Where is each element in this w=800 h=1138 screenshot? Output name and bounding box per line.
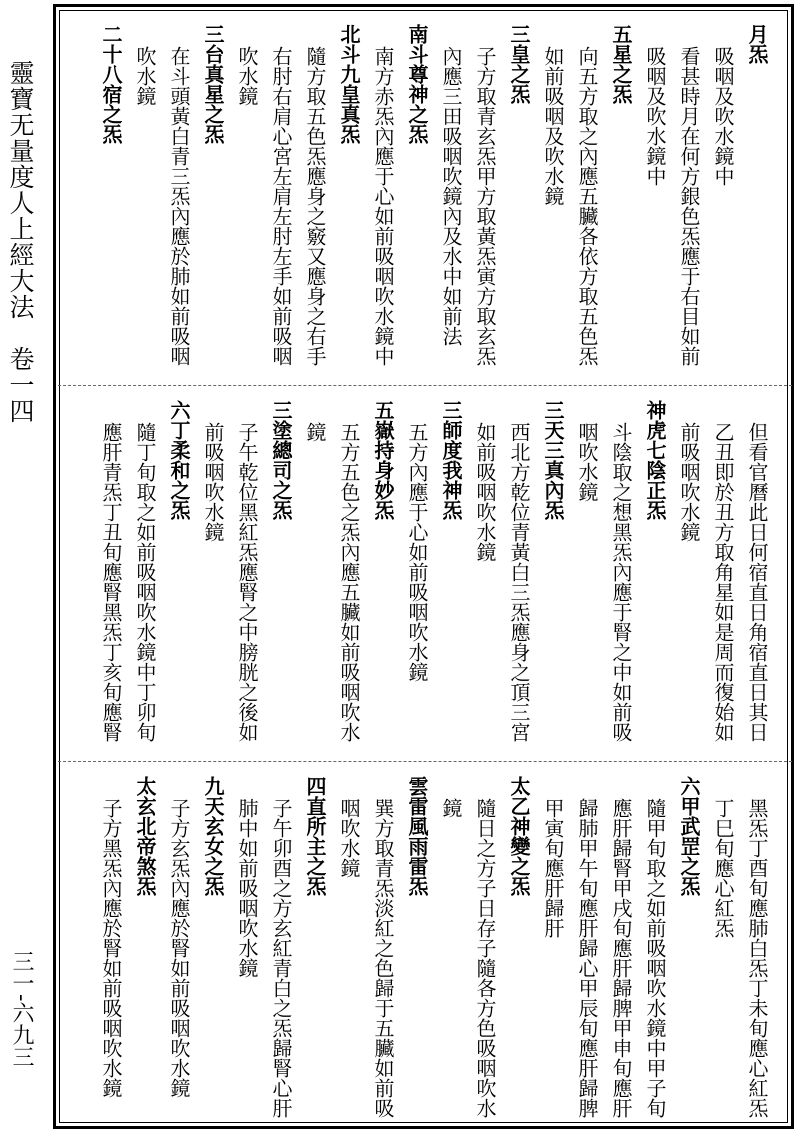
text-column: 子方取青玄炁甲方取黃炁寅方取玄炁 (473, 46, 497, 366)
text-column: 肺中如前吸咽吹水鏡 (235, 798, 259, 978)
text-column: 黑炁丁酉旬應肺白炁丁未旬應心紅炁 (745, 798, 769, 1118)
text-column: 隨日之方子日存子隨各方色吸咽吹水 (473, 798, 497, 1118)
text-column: 吹水鏡 (133, 46, 157, 106)
section-heading: 南斗尊神之炁 (405, 24, 429, 144)
register-middle (58, 386, 792, 762)
text-column: 鏡 (439, 798, 463, 818)
section-heading: 六丁柔和之炁 (167, 400, 191, 520)
text-column: 五方五色之炁內應五臟如前吸咽吹水 (337, 422, 361, 742)
section-heading: 三師度我神炁 (439, 400, 463, 520)
text-column: 西北方乾位青黃白三炁應身之頂三宮 (507, 422, 531, 742)
text-column: 咽吹水鏡 (337, 798, 361, 878)
section-heading: 三天三真內炁 (541, 400, 565, 520)
section-heading: 三台真星之炁 (201, 24, 225, 144)
section-heading: 神虎七陰正炁 (643, 400, 667, 520)
text-column: 鏡 (303, 422, 327, 442)
section-heading: 五星之炁 (609, 24, 633, 104)
section-heading: 六甲武罡之炁 (677, 776, 701, 896)
text-column: 五方內應于心如前吸咽吹水鏡 (405, 422, 429, 682)
text-column: 前吸咽吹水鏡 (201, 422, 225, 542)
text-column: 斗陰取之想黑炁內應于腎之中如前吸 (609, 422, 633, 742)
text-column: 向五方取之內應五臟各依方取五色炁 (575, 46, 599, 366)
text-column: 內應三田吸咽吹鏡內及水中如前法 (439, 46, 463, 346)
text-column: 看甚時月在何方銀色炁應于右目如前 (677, 46, 701, 366)
text-column: 應肝歸腎甲戌旬應肝歸脾甲申旬應肝 (609, 798, 633, 1118)
text-column: 隨甲旬取之如前吸咽吹水鏡中甲子旬 (643, 798, 667, 1118)
text-column: 乙丑即於丑方取角星如是周而復始如 (711, 422, 735, 742)
text-column: 隨丁旬取之如前吸咽吹水鏡中丁卯旬 (133, 422, 157, 742)
register-bottom (58, 762, 792, 1138)
text-column: 但看官曆此日何宿直日角宿直日其日 (745, 422, 769, 742)
margin-book-title: 靈寶无量度人上經大法 卷一四 (6, 60, 35, 424)
text-column: 如前吸咽吹水鏡 (473, 422, 497, 562)
text-column: 丁巳旬應心紅炁 (711, 798, 735, 938)
text-column: 右肘右肩心宮左肩左肘左手如前吸咽 (269, 46, 293, 366)
text-column: 前吸咽吹水鏡 (677, 422, 701, 542)
text-column: 在斗頭黃白青三炁內應於肺如前吸咽 (167, 46, 191, 366)
text-column: 巽方取青炁淡紅之色歸于五臟如前吸 (371, 798, 395, 1118)
section-heading: 二十八宿之炁 (99, 24, 123, 144)
text-column: 子午卯酉之方玄紅青白之炁歸腎心肝 (269, 798, 293, 1118)
section-heading: 五嶽持身妙炁 (371, 400, 395, 520)
margin-page-number: 三一-六九三 (9, 950, 34, 1068)
register-top (58, 10, 792, 386)
section-heading: 月炁 (745, 24, 769, 64)
text-column: 吸咽及吹水鏡中 (711, 46, 735, 186)
text-column: 吸咽及吹水鏡中 (643, 46, 667, 186)
text-column: 歸肺甲午旬應肝歸心甲辰旬應肝歸脾 (575, 798, 599, 1118)
section-heading: 雲雷風雨雷炁 (405, 776, 429, 896)
text-column: 吹水鏡 (235, 46, 259, 106)
text-column: 隨方取五色炁應身之竅又應身之右手 (303, 46, 327, 366)
section-heading: 北斗九皇真炁 (337, 24, 361, 144)
text-column: 子午乾位黑紅炁應腎之中膀胱之後如 (235, 422, 259, 742)
section-heading: 太玄北帝煞炁 (133, 776, 157, 896)
section-heading: 三皇之炁 (507, 24, 531, 104)
text-column: 南方赤炁內應于心如前吸咽吹水鏡中 (371, 46, 395, 366)
text-column: 如前吸咽及吹水鏡 (541, 46, 565, 206)
section-heading: 太乙神變之炁 (507, 776, 531, 896)
section-heading: 九天玄女之炁 (201, 776, 225, 896)
text-column: 甲寅旬應肝歸肝 (541, 798, 565, 938)
text-column: 子方玄炁內應於腎如前吸咽吹水鏡 (167, 798, 191, 1098)
section-heading: 三塗總司之炁 (269, 400, 293, 520)
section-heading: 四直所主之炁 (303, 776, 327, 896)
text-column: 咽吹水鏡 (575, 422, 599, 502)
text-column: 應肝青炁丁丑旬應腎黑炁丁亥旬應腎 (99, 422, 123, 742)
text-column: 子方黑炁內應於腎如前吸咽吹水鏡 (99, 798, 123, 1098)
